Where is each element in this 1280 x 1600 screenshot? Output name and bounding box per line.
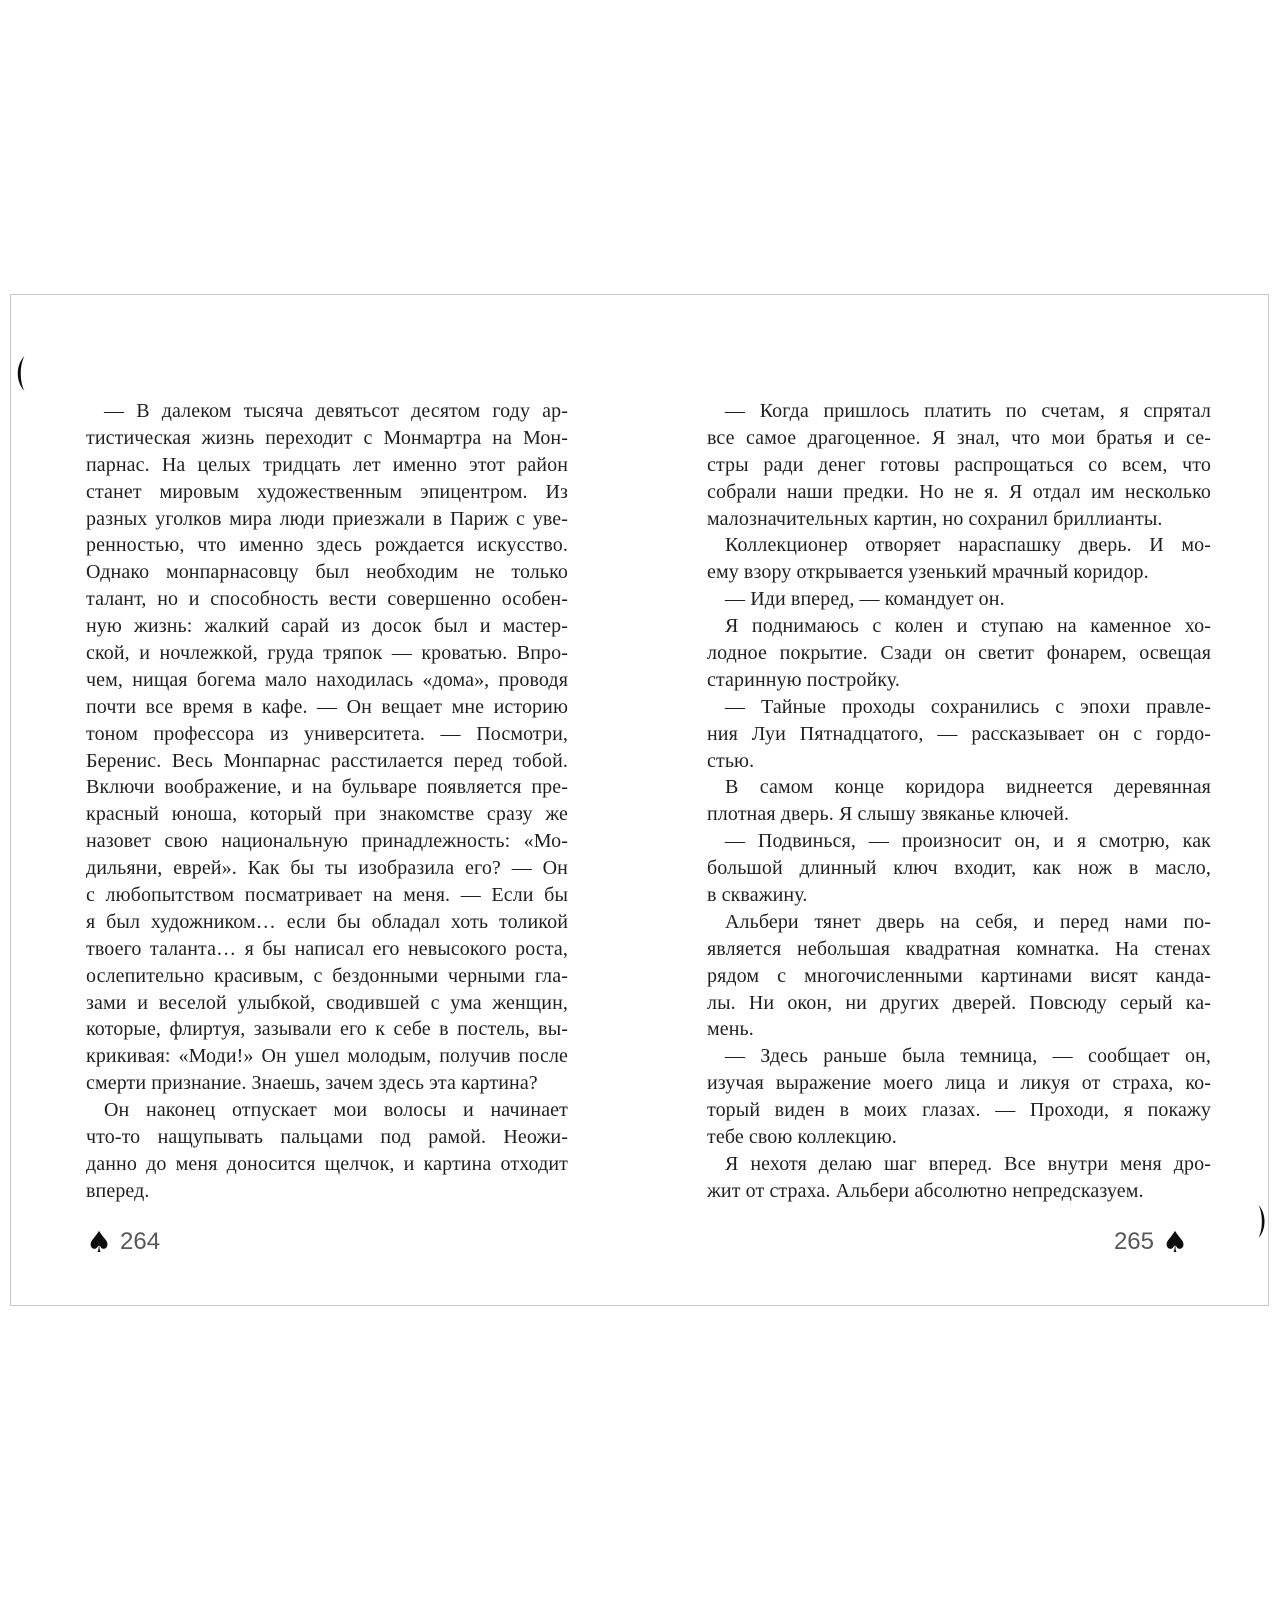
text-line: лодное покрытие. Сзади он светит фонарем, освещая (707, 642, 1211, 665)
text-line: плотная дверь. Я слышу звяканье ключей. (707, 803, 1070, 826)
text-line: ской, и ночлежкой, груда тряпок — кроватью. Впро- (86, 642, 568, 665)
page-number: 265 (1113, 1228, 1154, 1255)
text-line: торый виден в моих глазах. — Проходи, я покажу (707, 1099, 1211, 1122)
text-line: Беренис. Весь Монпарнас расстилается перед тобой. (86, 749, 568, 772)
paragraph (707, 828, 1211, 909)
text-line: стью. (707, 749, 755, 772)
text-line: — Здесь раньше была темница, — сообщает он, (725, 1045, 1211, 1068)
text-line: крикивая: «Моди!» Он ушел молодым, получив после (86, 1045, 568, 1068)
spade-icon: ♠ (1162, 1225, 1188, 1259)
paragraph (86, 1097, 568, 1205)
text-line: рядом с многочисленными картинами висят канда- (707, 964, 1211, 987)
text-line: зами и веселой улыбкой, сводившей с ума женщин, (86, 991, 568, 1014)
paragraph (707, 398, 1211, 532)
paragraph (707, 774, 1211, 828)
text-line: Альбери тянет дверь на себя, и перед нами по- (725, 910, 1211, 933)
text-line: смерти признание. Знаешь, зачем здесь эта картина? (86, 1072, 538, 1095)
page-number: 264 (120, 1228, 161, 1255)
text-line: назовет свою национальную принадлежность: «Мо- (86, 830, 568, 853)
text-line: красный юноша, который при знакомстве сразу же (86, 803, 568, 826)
text-line: с любопытством посматривает на меня. — Если бы (86, 884, 568, 907)
text-line: собрали наши предки. Но не я. Я отдал им несколько (707, 480, 1211, 503)
text-line: ную жизнь: жалкий сарай из досок был и мастер- (86, 615, 568, 638)
text-line: — Тайные проходы сохранились с эпохи правле- (725, 695, 1211, 718)
book-spread (10, 294, 1269, 1306)
text-line: является небольшая квадратная комнатка. На стенах (707, 937, 1211, 960)
text-line: лы. Ни окон, ни других дверей. Повсюду серый ка- (707, 991, 1211, 1014)
text-line: в скважину. (707, 884, 808, 907)
text-line: Коллекционер отворяет нараспашку дверь. И мо- (725, 534, 1211, 557)
paragraph (707, 613, 1211, 694)
text-line: которые, флиртуя, зазывали его к себе в постель, вы- (86, 1018, 568, 1041)
text-line: ренностью, что именно здесь рождается искусство. (86, 534, 568, 557)
text-line: стры ради денег готовы распрощаться со всем, что (707, 453, 1211, 476)
text-line: вперед. (86, 1179, 150, 1202)
text-line: разных уголков мира люди приезжали в Париж с уве- (86, 507, 568, 530)
text-line: чем, нищая богема мало находилась «дома», проводя (86, 668, 568, 691)
text-line: изучая выражение моего лица и ликуя от страха, ко- (707, 1072, 1211, 1095)
text-line: Я нехотя делаю шаг вперед. Все внутри меня дро- (725, 1152, 1211, 1175)
left-crescent-mark-icon (13, 356, 25, 391)
right-crescent-mark-icon (1258, 1205, 1268, 1238)
left-page-text (86, 398, 568, 1205)
text-line: Он наконец отпускает мои волосы и начинает (104, 1099, 568, 1122)
paragraph (707, 1151, 1211, 1205)
text-line: большой длинный ключ входит, как нож в масло, (707, 857, 1211, 880)
text-line: данно до меня доносится щелчок, и картина отходит (86, 1152, 568, 1175)
text-line: Однако монпарнасовцу был необходим не только (86, 561, 568, 584)
paragraph (86, 398, 568, 1097)
text-line: жит от страха. Альбери абсолютно непредсказуем. (707, 1179, 1144, 1202)
right-page-footer (1113, 1225, 1188, 1259)
text-line: талант, но и способность вести совершенно особен- (86, 588, 568, 611)
text-line: я был художником… если бы обладал хоть толикой (86, 910, 568, 933)
text-line: дильяни, еврей». Как бы ты изобразила его? — Он (86, 857, 568, 880)
right-page-text (707, 398, 1211, 1205)
text-line: что-то нащупывать пальцами под рамой. Неожи- (86, 1126, 568, 1149)
text-line: тебе свою коллекцию. (707, 1126, 897, 1149)
paragraph (707, 1043, 1211, 1151)
text-line: тоном профессора из университета. — Посмотри, (86, 722, 568, 745)
text-line: мень. (707, 1018, 754, 1041)
paragraph (707, 532, 1211, 586)
paragraph (707, 694, 1211, 775)
paragraph (707, 909, 1211, 1043)
text-line: станет мировым художественным эпицентром. Из (86, 480, 568, 503)
text-line: — Иди вперед, — командует он. (725, 588, 1005, 611)
text-line: Включи воображение, и на бульваре появляется пре- (86, 776, 568, 799)
text-line: — Подвинься, — произносит он, и я смотрю, как (725, 830, 1211, 853)
text-line: твоего таланта… я бы написал его невысокого роста, (86, 937, 568, 960)
text-line: В самом конце коридора виднеется деревянная (725, 776, 1211, 799)
text-line: все самое драгоценное. Я знал, что мои братья и се- (707, 426, 1211, 449)
text-line: Я поднимаюсь с колен и ступаю на каменное хо- (725, 615, 1211, 638)
text-line: старинную постройку. (707, 668, 900, 691)
paragraph (707, 586, 1211, 613)
left-page-footer (86, 1225, 161, 1259)
text-line: тистическая жизнь переходит с Монмартра на Мон- (86, 426, 568, 449)
text-line: ния Луи Пятнадцатого, — рассказывает он с гордо- (707, 722, 1211, 745)
text-line: ему взору открывается узенький мрачный коридор. (707, 561, 1149, 584)
text-line: парнас. На целых тридцать лет именно этот район (86, 453, 568, 476)
text-line: — В далеком тысяча девятьсот десятом году ар- (104, 400, 568, 422)
text-line: ослепительно красивым, с бездонными черными гла- (86, 964, 568, 987)
text-line: — Когда пришлось платить по счетам, я спрятал (725, 400, 1211, 422)
spade-icon: ♠ (86, 1225, 112, 1259)
text-line: малозначительных картин, но сохранил бриллианты. (707, 507, 1163, 530)
text-line: почти все время в кафе. — Он вещает мне историю (86, 695, 568, 718)
